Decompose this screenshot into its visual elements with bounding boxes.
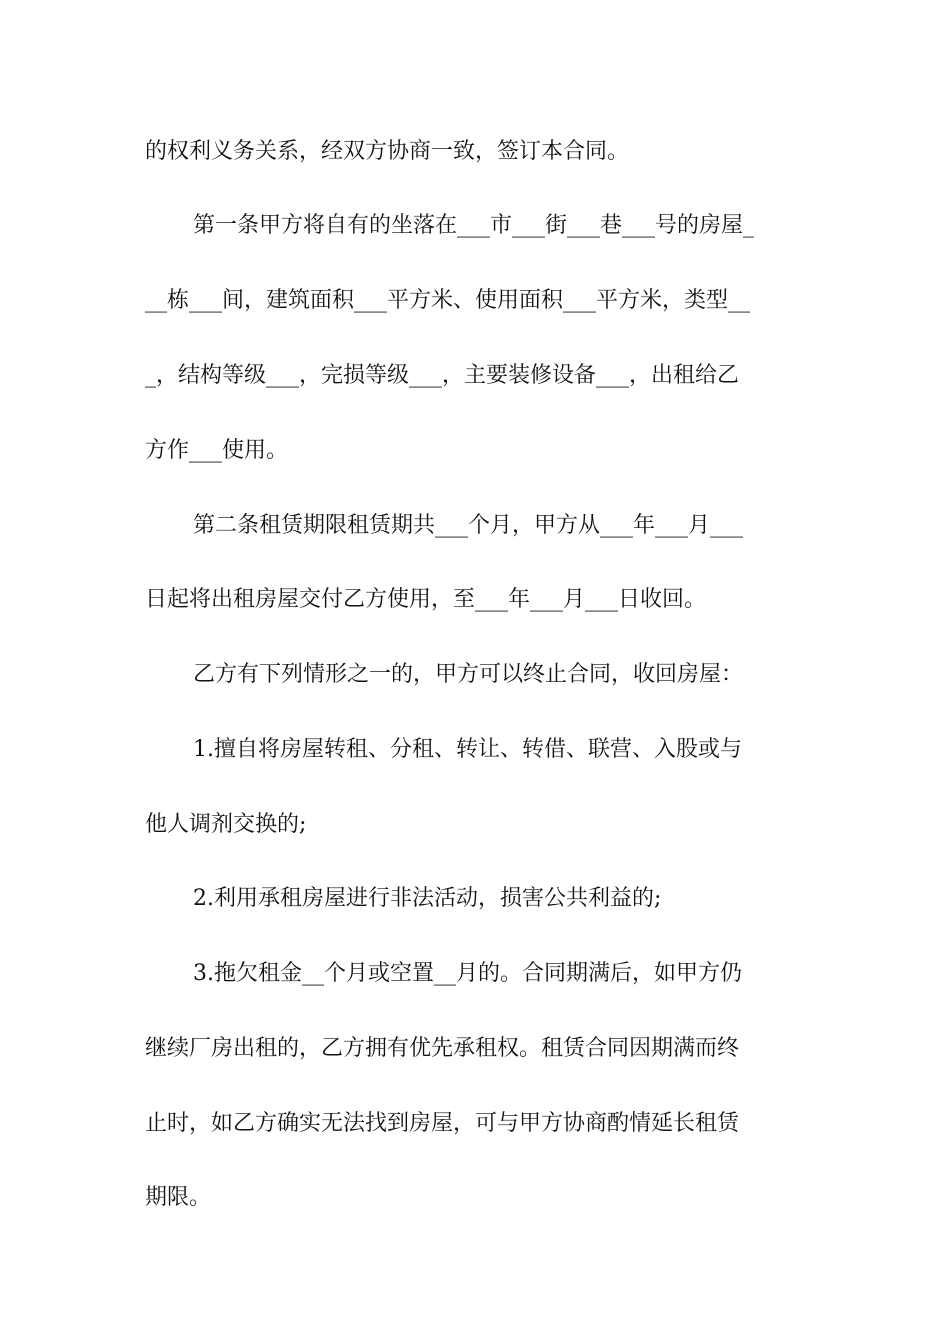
- item-2: 2.利用承租房屋进行非法活动，损害公共利益的;: [193, 886, 662, 911]
- clause-2-line-1: 第二条租赁期限租赁期共___个月，甲方从___年___月___: [193, 513, 744, 538]
- termination-intro: 乙方有下列情形之一的，甲方可以终止合同，收回房屋：: [193, 662, 744, 687]
- clause-1-line-2: __栋___间，建筑面积___平方米、使用面积___平方米，类型__: [145, 288, 751, 313]
- item-1-line-1: 1.擅自将房屋转租、分租、转让、转借、联营、入股或与: [193, 737, 742, 762]
- text-line: 的权利义务关系，经双方协商一致，签订本合同。: [145, 139, 630, 164]
- item-3-line-3: 止时，如乙方确实无法找到房屋，可与甲方协商酌情延长租赁: [145, 1111, 740, 1136]
- clause-1-line-3: _，结构等级___，完损等级___，主要装修设备___，出租给乙: [145, 363, 740, 388]
- clause-2-line-2: 日起将出租房屋交付乙方使用，至___年___月___日收回。: [145, 587, 707, 612]
- item-3-line-2: 继续厂房出租的，乙方拥有优先承租权。租赁合同因期满而终: [145, 1036, 740, 1061]
- clause-1-line-1: 第一条甲方将自有的坐落在___市___街___巷___号的房屋_: [193, 213, 755, 238]
- clause-1-line-4: 方作___使用。: [145, 438, 289, 463]
- item-3-line-4: 期限。: [145, 1185, 212, 1210]
- item-3-line-1: 3.拖欠租金__个月或空置__月的。合同期满后，如甲方仍: [193, 961, 742, 986]
- item-1-line-2: 他人调剂交换的;: [145, 812, 307, 837]
